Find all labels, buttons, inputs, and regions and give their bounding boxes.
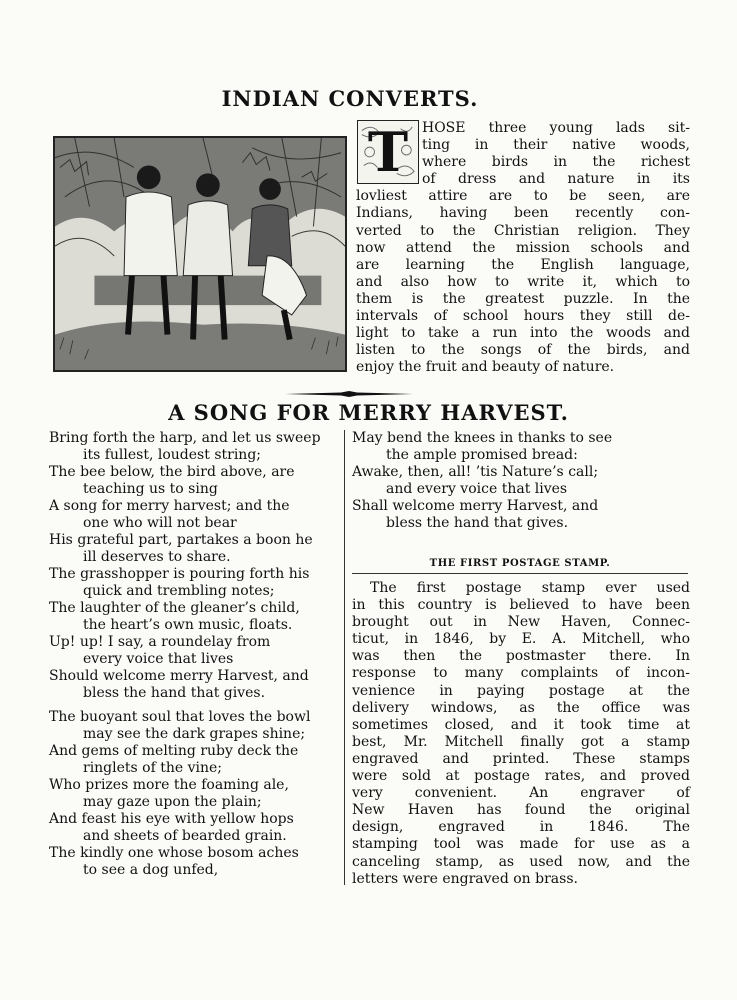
poem-line: the ample promised bread: — [386, 447, 578, 463]
text-line: verted to the Christian religion. They — [356, 222, 690, 239]
poem-line: its fullest, loudest string; — [83, 447, 261, 463]
poem-line: and sheets of bearded grain. — [83, 828, 287, 844]
poem-line: the heart’s own music, floats. — [83, 617, 293, 633]
ornamental-rule — [285, 391, 413, 397]
text-line: design, engraved in 1846. The — [352, 819, 690, 836]
text-line: listen to the songs of the birds, and — [356, 342, 690, 359]
poem-couplet — [49, 777, 339, 811]
first-postage-stamp-text — [352, 580, 690, 888]
indian-converts-text — [356, 120, 690, 376]
poem-line: Awake, then, all! ’tis Nature’s call; — [352, 464, 599, 480]
poem-couplet — [49, 464, 339, 498]
text-line: letters were engraved on brass. — [352, 870, 578, 887]
poem-couplet — [49, 668, 339, 702]
article-title-first-postage-stamp — [352, 558, 688, 574]
poem-couplet — [49, 743, 339, 777]
poem-couplet — [49, 566, 339, 600]
column-divider — [344, 430, 345, 885]
text-line: engraved and printed. These stamps — [352, 750, 690, 767]
poem-couplet — [49, 845, 339, 879]
text-line: ticut, in 1846, by E. A. Mitchell, who — [352, 631, 690, 648]
poem-line: quick and trembling notes; — [83, 583, 275, 599]
article-title-indian-converts: INDIAN CONVERTS. — [221, 86, 479, 111]
poem-line: Shall welcome merry Harvest, and — [352, 498, 599, 514]
text-line: sometimes closed, and it took time at — [352, 716, 690, 733]
poem-line: Should welcome merry Harvest, and — [49, 668, 309, 684]
text-line: lovliest attire are to be seen, are — [356, 188, 690, 205]
text-line: venience in paying postage at the — [352, 682, 690, 699]
poem-couplet — [49, 600, 339, 634]
poem-line: The laughter of the gleaner’s child, — [49, 600, 300, 616]
text-line: ting in their native woods, — [422, 137, 690, 154]
dropcap-letter: T — [367, 120, 409, 184]
poem-line: ringlets of the vine; — [83, 760, 223, 776]
poem-line: Up! up! I say, a roundelay from — [49, 634, 271, 650]
poem-line: bless the hand that gives. — [386, 515, 569, 531]
text-line: Indians, having been recently con- — [356, 205, 690, 222]
poem-line: And feast his eye with yellow hops — [49, 811, 294, 827]
text-line: very convenient. An engraver of — [352, 785, 690, 802]
poem-line: and every voice that lives — [386, 481, 568, 497]
poem-line: every voice that lives — [83, 651, 234, 667]
text-line: New Haven has found the original — [352, 802, 690, 819]
text-line: delivery windows, as the office was — [352, 699, 690, 716]
poem-couplet — [49, 430, 339, 464]
text-line: response to many complaints of incon- — [352, 665, 690, 682]
text-line: best, Mr. Mitchell finally got a stamp — [352, 733, 690, 750]
poem-line: Who prizes more the foaming ale, — [49, 777, 289, 793]
text-line: HOSE three young lads sit- — [422, 120, 690, 136]
poem-couplet — [49, 811, 339, 845]
heading-underline — [352, 573, 688, 574]
text-line: The first postage stamp ever used — [370, 580, 690, 596]
engraving-three-boys-illustration — [53, 136, 347, 372]
poem-line: The buoyant soul that loves the bowl — [49, 709, 311, 725]
first-postage-stamp-heading: THE FIRST POSTAGE STAMP. — [429, 558, 611, 569]
text-line: intervals of school hours they still de- — [356, 308, 690, 325]
poem-couplet — [49, 709, 339, 743]
article-title-song-for-merry-harvest: A SONG FOR MERRY HARVEST. — [168, 400, 569, 425]
text-line: now attend the mission schools and — [356, 239, 690, 256]
text-line: light to take a run into the woods and — [356, 325, 690, 342]
poem-line: ill deserves to share. — [83, 549, 231, 565]
poem-line: And gems of melting ruby deck the — [49, 743, 299, 759]
text-line: in this country is believed to have been — [352, 597, 690, 614]
poem-couplet — [49, 634, 339, 668]
poem-couplet — [49, 532, 339, 566]
poem-line: may see the dark grapes shine; — [83, 726, 306, 742]
poem-right-column — [352, 430, 692, 532]
poem-left-column — [49, 430, 339, 879]
poem-line: The grasshopper is pouring forth his — [49, 566, 310, 582]
text-line: are learning the English language, — [356, 256, 690, 273]
poem-line: to see a dog unfed, — [83, 862, 219, 878]
text-line: where birds in the richest — [422, 154, 690, 171]
text-line: of dress and nature in its — [422, 171, 690, 188]
stanza-gap — [49, 702, 339, 709]
text-line: were sold at postage rates, and proved — [352, 768, 690, 785]
poem-line: The bee below, the bird above, are — [49, 464, 295, 480]
text-line: canceling stamp, as used now, and the — [352, 853, 690, 870]
poem-line: May bend the knees in thanks to see — [352, 430, 613, 446]
text-line: enjoy the fruit and beauty of nature. — [356, 359, 615, 376]
text-line: stamping tool was made for use as a — [352, 836, 690, 853]
poem-line: Bring forth the harp, and let us sweep — [49, 430, 321, 446]
poem-couplet — [49, 498, 339, 532]
poem-line: one who will not bear — [83, 515, 237, 531]
poem-line: teaching us to sing — [83, 481, 218, 497]
poem-line: may gaze upon the plain; — [83, 794, 262, 810]
text-line: was then the postmaster there. In — [352, 648, 690, 665]
text-line: them is the greatest puzzle. In the — [356, 290, 690, 307]
text-line: brought out in New Haven, Connec- — [352, 614, 690, 631]
poem-line: The kindly one whose bosom aches — [49, 845, 299, 861]
poem-line: His grateful part, partakes a boon he — [49, 532, 313, 548]
poem-line: A song for merry harvest; and the — [49, 498, 290, 514]
poem-line: bless the hand that gives. — [83, 685, 266, 701]
text-line: and also how to write it, which to — [356, 273, 690, 290]
